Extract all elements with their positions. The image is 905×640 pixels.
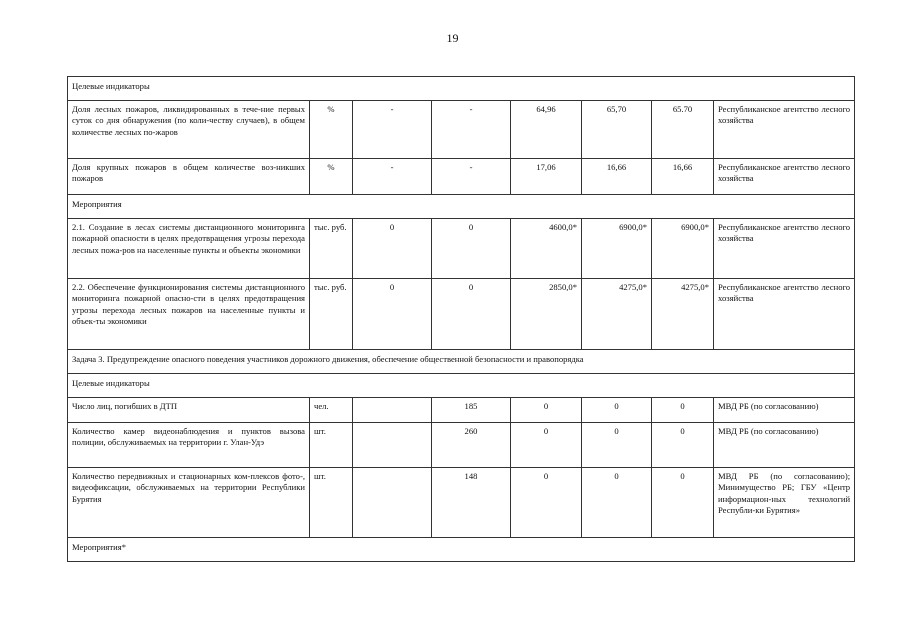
table-row (68, 468, 855, 538)
section-header: Мероприятия* (68, 538, 855, 562)
value-cell: 0 (652, 423, 714, 468)
unit-cell: % (310, 159, 353, 195)
value-cell (353, 468, 432, 538)
value-cell: 65.70 (652, 101, 714, 159)
indicator-name: Количество камер видеонаблюдения и пунктов вызова полиции, обслуживаемых на территории г. Улан-Удэ (68, 423, 310, 468)
value-cell: 16,66 (652, 159, 714, 195)
value-cell: 0 (511, 423, 582, 468)
value-cell: 148 (432, 468, 511, 538)
section-header: Мероприятия (68, 195, 855, 219)
agency-cell: МВД РБ (по согласованию); Минимущество РБ; ГБУ «Центр информацион-ных технологий Республи-ки Бурятия» (714, 468, 855, 538)
unit-cell: тыс. руб. (310, 219, 353, 279)
unit-cell: шт. (310, 423, 353, 468)
indicator-name: Доля крупных пожаров в общем количестве воз-никших пожаров (68, 159, 310, 195)
value-cell: 17,06 (511, 159, 582, 195)
table-row (68, 219, 855, 279)
value-cell: - (353, 101, 432, 159)
value-cell: 0 (432, 279, 511, 350)
value-cell: 4600,0* (511, 219, 582, 279)
value-cell (353, 398, 432, 423)
value-cell: 4275,0* (652, 279, 714, 350)
table-row (68, 279, 855, 350)
value-cell: 0 (652, 468, 714, 538)
value-cell: - (432, 159, 511, 195)
value-cell: 185 (432, 398, 511, 423)
value-cell (353, 423, 432, 468)
value-cell: 0 (511, 398, 582, 423)
value-cell: 4275,0* (582, 279, 652, 350)
agency-cell: Республиканское агентство лесного хозяйства (714, 279, 855, 350)
section-header: Целевые индикаторы (68, 374, 855, 398)
value-cell: 16,66 (582, 159, 652, 195)
page-number: 19 (446, 31, 459, 45)
section-row (68, 195, 855, 219)
value-cell: 2850,0* (511, 279, 582, 350)
program-table (67, 76, 855, 562)
section-row (68, 374, 855, 398)
value-cell: 260 (432, 423, 511, 468)
table-row (68, 159, 855, 195)
section-row (68, 538, 855, 562)
value-cell: 0 (511, 468, 582, 538)
task-row (68, 350, 855, 374)
indicator-name: Доля лесных пожаров, ликвидированных в тече-ние первых суток со дня обнаружения (по коли-честву случаев), в общем количестве лесных по-жаров (68, 101, 310, 159)
value-cell: 0 (353, 219, 432, 279)
agency-cell: Республиканское агентство лесного хозяйства (714, 101, 855, 159)
agency-cell: МВД РБ (по согласованию) (714, 423, 855, 468)
agency-cell: МВД РБ (по согласованию) (714, 398, 855, 423)
value-cell: 0 (582, 398, 652, 423)
value-cell: 64,96 (511, 101, 582, 159)
table-row (68, 398, 855, 423)
unit-cell: чел. (310, 398, 353, 423)
task-header: Задача 3. Предупреждение опасного поведения участников дорожного движения, обеспечение общественной безопасности и правопорядка (68, 350, 855, 374)
value-cell: - (432, 101, 511, 159)
value-cell: 0 (582, 423, 652, 468)
indicator-name: Число лиц, погибших в ДТП (68, 398, 310, 423)
agency-cell: Республиканское агентство лесного хозяйства (714, 219, 855, 279)
unit-cell: тыс. руб. (310, 279, 353, 350)
section-row (68, 77, 855, 101)
unit-cell: шт. (310, 468, 353, 538)
value-cell: 0 (582, 468, 652, 538)
indicator-name: Количество передвижных и стационарных ком-плексов фото-, видеофиксации, обслуживаемых на территории Республики Бурятия (68, 468, 310, 538)
value-cell: 6900,0* (652, 219, 714, 279)
value-cell: 0 (353, 279, 432, 350)
unit-cell: % (310, 101, 353, 159)
agency-cell: Республиканское агентство лесного хозяйства (714, 159, 855, 195)
table-row (68, 423, 855, 468)
value-cell: 6900,0* (582, 219, 652, 279)
value-cell: 0 (652, 398, 714, 423)
value-cell: - (353, 159, 432, 195)
value-cell: 65,70 (582, 101, 652, 159)
activity-name: 2.2. Обеспечение функционирования системы дистанционного мониторинга пожарной опасно-сти в целях предотвращения угрозы перехода лесных пожаров на населенные пункты и объек-ты экономики (68, 279, 310, 350)
value-cell: 0 (432, 219, 511, 279)
section-header: Целевые индикаторы (68, 77, 855, 101)
activity-name: 2.1. Создание в лесах системы дистанционного мониторинга пожарной опасности в целях предотвращения угрозы перехода лесных пожа-ров на населенные пункты и объекты экономики (68, 219, 310, 279)
table-row (68, 101, 855, 159)
